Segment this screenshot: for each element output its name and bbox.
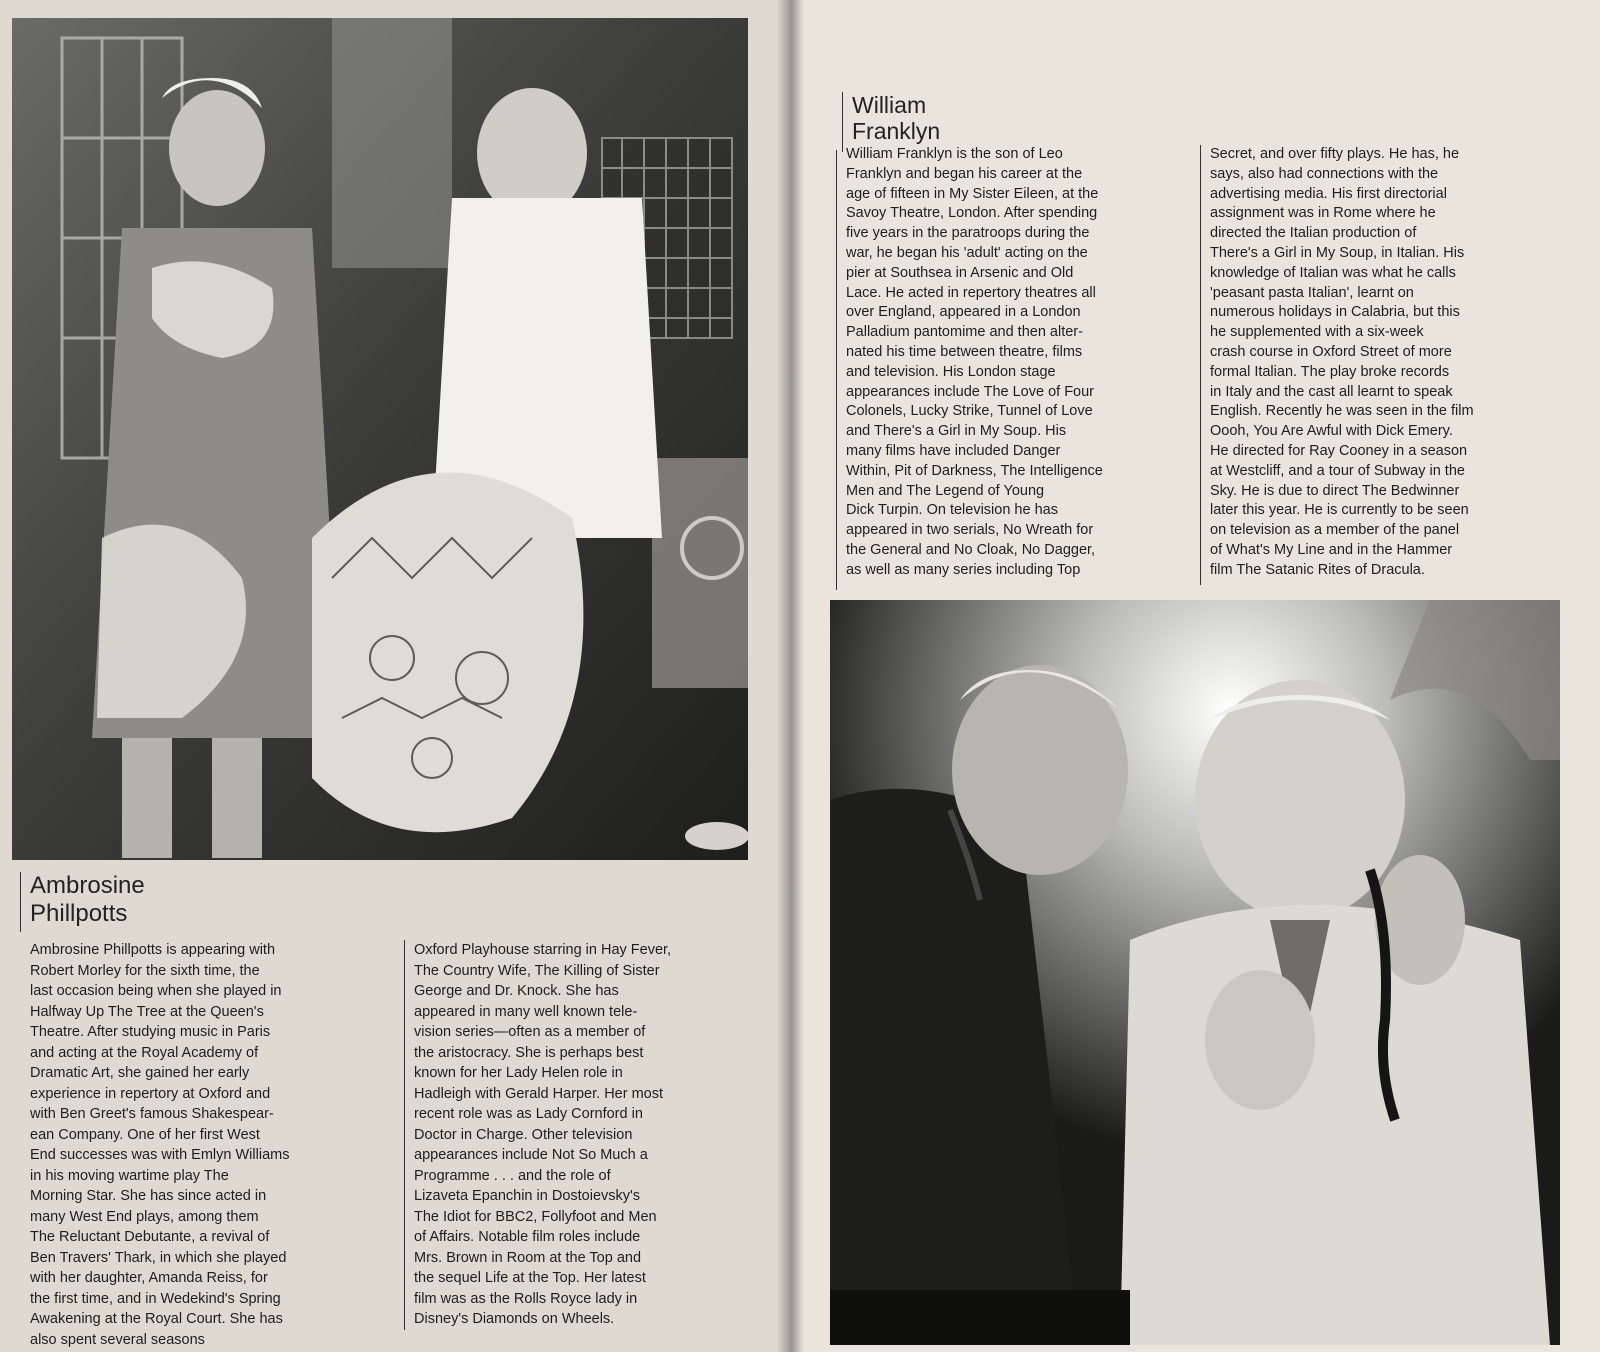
text-line: Dramatic Art, she gained her early xyxy=(30,1065,250,1081)
text-line: at Westcliff, and a tour of Subway in the xyxy=(1210,462,1465,479)
text-line: Franklyn and began his career at the xyxy=(846,165,1083,182)
text-line: Disney's Diamonds on Wheels. xyxy=(414,1311,615,1327)
text-line: and acting at the Royal Academy of xyxy=(30,1044,259,1061)
book-gutter-shadow xyxy=(776,0,804,1352)
text-line: age of fifteen in My Sister Eileen, at the xyxy=(846,185,1099,202)
text-line: Oooh, You Are Awful with Dick Emery. xyxy=(1210,423,1453,440)
text-line: The Idiot for BBC2, Follyfoot and Men xyxy=(414,1208,657,1225)
left-heading-line-1: Ambrosine xyxy=(30,872,145,899)
text-line: appearances include Not So Much a xyxy=(414,1147,648,1163)
text-line: says, also had connections with the xyxy=(1210,165,1439,182)
text-line: film The Satanic Rites of Dracula. xyxy=(1210,561,1425,578)
text-line: as well as many series including Top xyxy=(846,561,1081,578)
text-line: vision series—often as a member of xyxy=(414,1024,646,1040)
text-line: of Affairs. Notable film roles include xyxy=(414,1229,641,1245)
text-line: William Franklyn is the son of Leo xyxy=(846,146,1063,162)
left-heading-line-2: Phillpotts xyxy=(30,899,128,927)
text-line: The Country Wife, The Killing of Sister xyxy=(414,962,660,979)
text-line: formal Italian. The play broke records xyxy=(1210,363,1450,380)
text-line: nated his time between theatre, films xyxy=(846,343,1083,360)
text-line: 'peasant pasta Italian', learnt on xyxy=(1210,284,1414,301)
text-line: the first time, and in Wedekind's Spring xyxy=(30,1290,281,1307)
right-column-rule-2 xyxy=(1200,145,1201,585)
text-line: Palladium pantomime and then alter- xyxy=(846,324,1083,341)
text-line: later this year. He is currently to be seen xyxy=(1210,502,1469,519)
text-line: Programme . . . and the role of xyxy=(414,1167,611,1184)
right-heading-rule xyxy=(842,92,843,152)
text-line: in his moving wartime play The xyxy=(30,1167,229,1184)
right-heading-line-2: Franklyn xyxy=(852,118,941,145)
text-line: recent role was as Lady Cornford in xyxy=(414,1106,643,1122)
text-line: pier at Southsea in Arsenic and Old xyxy=(846,264,1074,281)
right-column-1 xyxy=(846,145,1164,581)
text-line: Theatre. After studying music in Paris xyxy=(30,1024,271,1040)
text-line: numerous holidays in Calabria, but this xyxy=(1210,304,1460,321)
text-line: Awakening at the Royal Court. She has xyxy=(30,1311,283,1327)
text-line: crash course in Oxford Street of more xyxy=(1210,343,1452,360)
text-line: with her daughter, Amanda Reiss, for xyxy=(30,1270,268,1286)
right-photo-image xyxy=(830,600,1560,1345)
text-line: many films have included Danger xyxy=(846,442,1061,459)
text-line: Oxford Playhouse starring in Hay Fever, xyxy=(414,942,672,958)
text-line: Dick Turpin. On television he has xyxy=(846,502,1058,519)
text-line: war, he began his 'adult' acting on the xyxy=(846,244,1088,261)
text-line: appeared in many well known tele- xyxy=(414,1003,638,1020)
text-line: End successes was with Emlyn Williams xyxy=(30,1147,290,1163)
text-line: with Ben Greet's famous Shakespear- xyxy=(30,1106,274,1122)
text-line: Lace. He acted in repertory theatres all xyxy=(846,284,1096,301)
text-line: on television as a member of the panel xyxy=(1210,522,1460,539)
text-line: also spent several seasons xyxy=(30,1331,205,1348)
left-column-2 xyxy=(414,940,734,1330)
text-line: advertising media. His first directorial xyxy=(1210,185,1447,202)
text-line: Sky. He is due to direct The Bedwinner xyxy=(1210,482,1460,499)
text-line: appearances include The Love of Four xyxy=(846,383,1095,400)
text-line: of What's My Line and in the Hammer xyxy=(1210,541,1453,558)
text-line: Within, Pit of Darkness, The Intelligence xyxy=(846,462,1103,479)
left-photo-image xyxy=(12,18,748,860)
text-line: ean Company. One of her first West xyxy=(30,1126,260,1143)
text-line: and There's a Girl in My Soup. His xyxy=(846,423,1067,440)
text-line: George and Dr. Knock. She has xyxy=(414,983,619,999)
text-line: the sequel Life at the Top. Her latest xyxy=(414,1270,646,1286)
text-line: He directed for Ray Cooney in a season xyxy=(1210,442,1468,459)
text-line: Mrs. Brown in Room at the Top and xyxy=(414,1249,642,1266)
text-line: known for her Lady Helen role in xyxy=(414,1065,623,1081)
text-line: Colonels, Lucky Strike, Tunnel of Love xyxy=(846,403,1093,420)
right-heading-line-1: William xyxy=(852,92,927,118)
text-line: experience in repertory at Oxford and xyxy=(30,1085,271,1102)
text-line: English. Recently he was seen in the film xyxy=(1210,403,1474,420)
text-line: Ambrosine Phillpotts is appearing with xyxy=(30,942,276,958)
right-photo xyxy=(830,600,1560,1345)
text-line: assignment was in Rome where he xyxy=(1210,205,1436,222)
text-line: last occasion being when she played in xyxy=(30,983,282,999)
right-heading xyxy=(852,92,940,145)
text-line: Men and The Legend of Young xyxy=(846,482,1045,499)
text-line: he supplemented with a six-week xyxy=(1210,324,1424,341)
text-line: directed the Italian production of xyxy=(1210,225,1417,242)
right-column-rule-1 xyxy=(836,150,837,590)
text-line: Ben Travers' Thark, in which she played xyxy=(30,1249,287,1266)
right-column-2 xyxy=(1210,145,1535,581)
text-line: knowledge of Italian was what he calls xyxy=(1210,264,1456,281)
left-page xyxy=(0,0,790,1352)
text-line: film was as the Rolls Royce lady in xyxy=(414,1290,638,1307)
text-line: The Reluctant Debutante, a revival of xyxy=(30,1229,270,1245)
left-column-1 xyxy=(30,940,350,1350)
left-column-rule xyxy=(404,940,405,1330)
text-line: Halfway Up The Tree at the Queen's xyxy=(30,1003,264,1020)
text-line: the aristocracy. She is perhaps best xyxy=(414,1044,644,1061)
text-line: There's a Girl in My Soup, in Italian. His xyxy=(1210,244,1465,261)
text-line: many West End plays, among them xyxy=(30,1208,259,1225)
left-heading xyxy=(30,872,145,927)
text-line: Secret, and over fifty plays. He has, he xyxy=(1210,146,1460,162)
left-heading-rule xyxy=(20,872,21,932)
text-line: Lizaveta Epanchin in Dostoievsky's xyxy=(414,1188,641,1204)
text-line: over England, appeared in a London xyxy=(846,304,1081,321)
text-line: and television. His London stage xyxy=(846,363,1056,380)
text-line: five years in the paratroops during the xyxy=(846,225,1090,242)
text-line: Savoy Theatre, London. After spending xyxy=(846,205,1098,222)
text-line: Hadleigh with Gerald Harper. Her most xyxy=(414,1085,664,1102)
text-line: appeared in two serials, No Wreath for xyxy=(846,522,1094,539)
left-photo xyxy=(12,18,748,860)
text-line: the General and No Cloak, No Dagger, xyxy=(846,541,1096,558)
right-page xyxy=(790,0,1600,1352)
text-line: Robert Morley for the sixth time, the xyxy=(30,962,260,979)
text-line: Morning Star. She has since acted in xyxy=(30,1188,267,1204)
text-line: in Italy and the cast all learnt to speak xyxy=(1210,383,1453,400)
text-line: Doctor in Charge. Other television xyxy=(414,1126,633,1143)
